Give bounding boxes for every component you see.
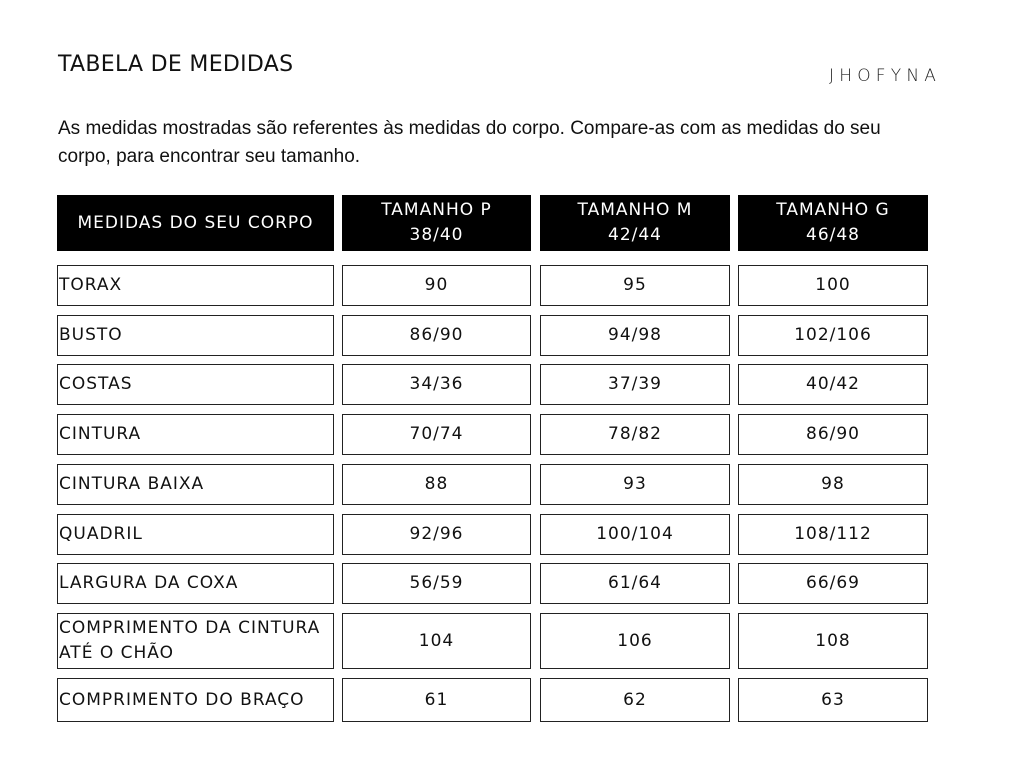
- cell-value: 92/96: [342, 514, 531, 555]
- row-label-costas: [57, 364, 334, 405]
- cell-value: 78/82: [540, 414, 730, 455]
- row-label-text: QUADRIL: [59, 524, 143, 544]
- cell-value: 88: [342, 464, 531, 505]
- cell-value: 100: [738, 265, 928, 306]
- header-size-g: [738, 195, 928, 251]
- cell-value: 34/36: [342, 364, 531, 405]
- header-size-p-numbers: 38/40: [409, 225, 464, 245]
- cell-value: 104: [342, 613, 531, 669]
- row-label-cintura: [57, 414, 334, 455]
- row-label-comprimento-cintura-chao: [57, 613, 334, 669]
- cell-value: 63: [738, 678, 928, 722]
- row-label-cintura-baixa: [57, 464, 334, 505]
- row-label-text: CINTURA BAIXA: [59, 474, 205, 494]
- cell-value: 70/74: [342, 414, 531, 455]
- header-size-m: [540, 195, 730, 251]
- header-size-g-numbers: 46/48: [806, 225, 860, 245]
- header-size-p: [342, 195, 531, 251]
- row-label-text: BUSTO: [59, 325, 123, 345]
- row-label-comprimento-do-braco: [57, 678, 334, 722]
- row-label-text: COMPRIMENTO DA CINTURA ATÉ O CHÃO: [59, 618, 321, 663]
- header-size-m-name: TAMANHO M: [577, 200, 693, 220]
- cell-value: 90: [342, 265, 531, 306]
- row-label-text: CINTURA: [59, 424, 142, 444]
- row-label-quadril: [57, 514, 334, 555]
- row-label-text: COSTAS: [59, 374, 133, 394]
- row-label-largura-da-coxa: [57, 563, 334, 604]
- cell-value: 100/104: [540, 514, 730, 555]
- cell-value: 106: [540, 613, 730, 669]
- page-title: TABELA DE MEDIDAS: [58, 52, 294, 77]
- row-label-text: COMPRIMENTO DO BRAÇO: [59, 689, 305, 710]
- header-size-p-name: TAMANHO P: [381, 200, 492, 220]
- cell-value: 86/90: [738, 414, 928, 455]
- cell-value: 61: [342, 678, 531, 722]
- cell-value: 40/42: [738, 364, 928, 405]
- cell-value: 102/106: [738, 315, 928, 356]
- cell-value: 95: [540, 265, 730, 306]
- header-size-m-numbers: 42/44: [608, 225, 662, 245]
- cell-value: 108: [738, 613, 928, 669]
- header-size-g-name: TAMANHO G: [776, 200, 890, 220]
- header-measures-label: [57, 195, 334, 251]
- header-measures-label-text: MEDIDAS DO SEU CORPO: [77, 212, 314, 233]
- row-label-text: LARGURA DA COXA: [59, 573, 239, 593]
- row-label-text: TORAX: [59, 275, 123, 295]
- cell-value: 56/59: [342, 563, 531, 604]
- brand-logo-text: JHOFYNA: [829, 66, 942, 86]
- cell-value: 37/39: [540, 364, 730, 405]
- cell-value: 62: [540, 678, 730, 722]
- cell-value: 61/64: [540, 563, 730, 604]
- cell-value: 108/112: [738, 514, 928, 555]
- row-label-torax: [57, 265, 334, 306]
- description-text: As medidas mostradas são referentes às medidas do corpo. Compare-as com as medidas do seu corpo, para encontrar seu tamanho.: [58, 118, 881, 167]
- cell-value: 86/90: [342, 315, 531, 356]
- row-label-busto: [57, 315, 334, 356]
- cell-value: 94/98: [540, 315, 730, 356]
- cell-value: 93: [540, 464, 730, 505]
- cell-value: 66/69: [738, 563, 928, 604]
- cell-value: 98: [738, 464, 928, 505]
